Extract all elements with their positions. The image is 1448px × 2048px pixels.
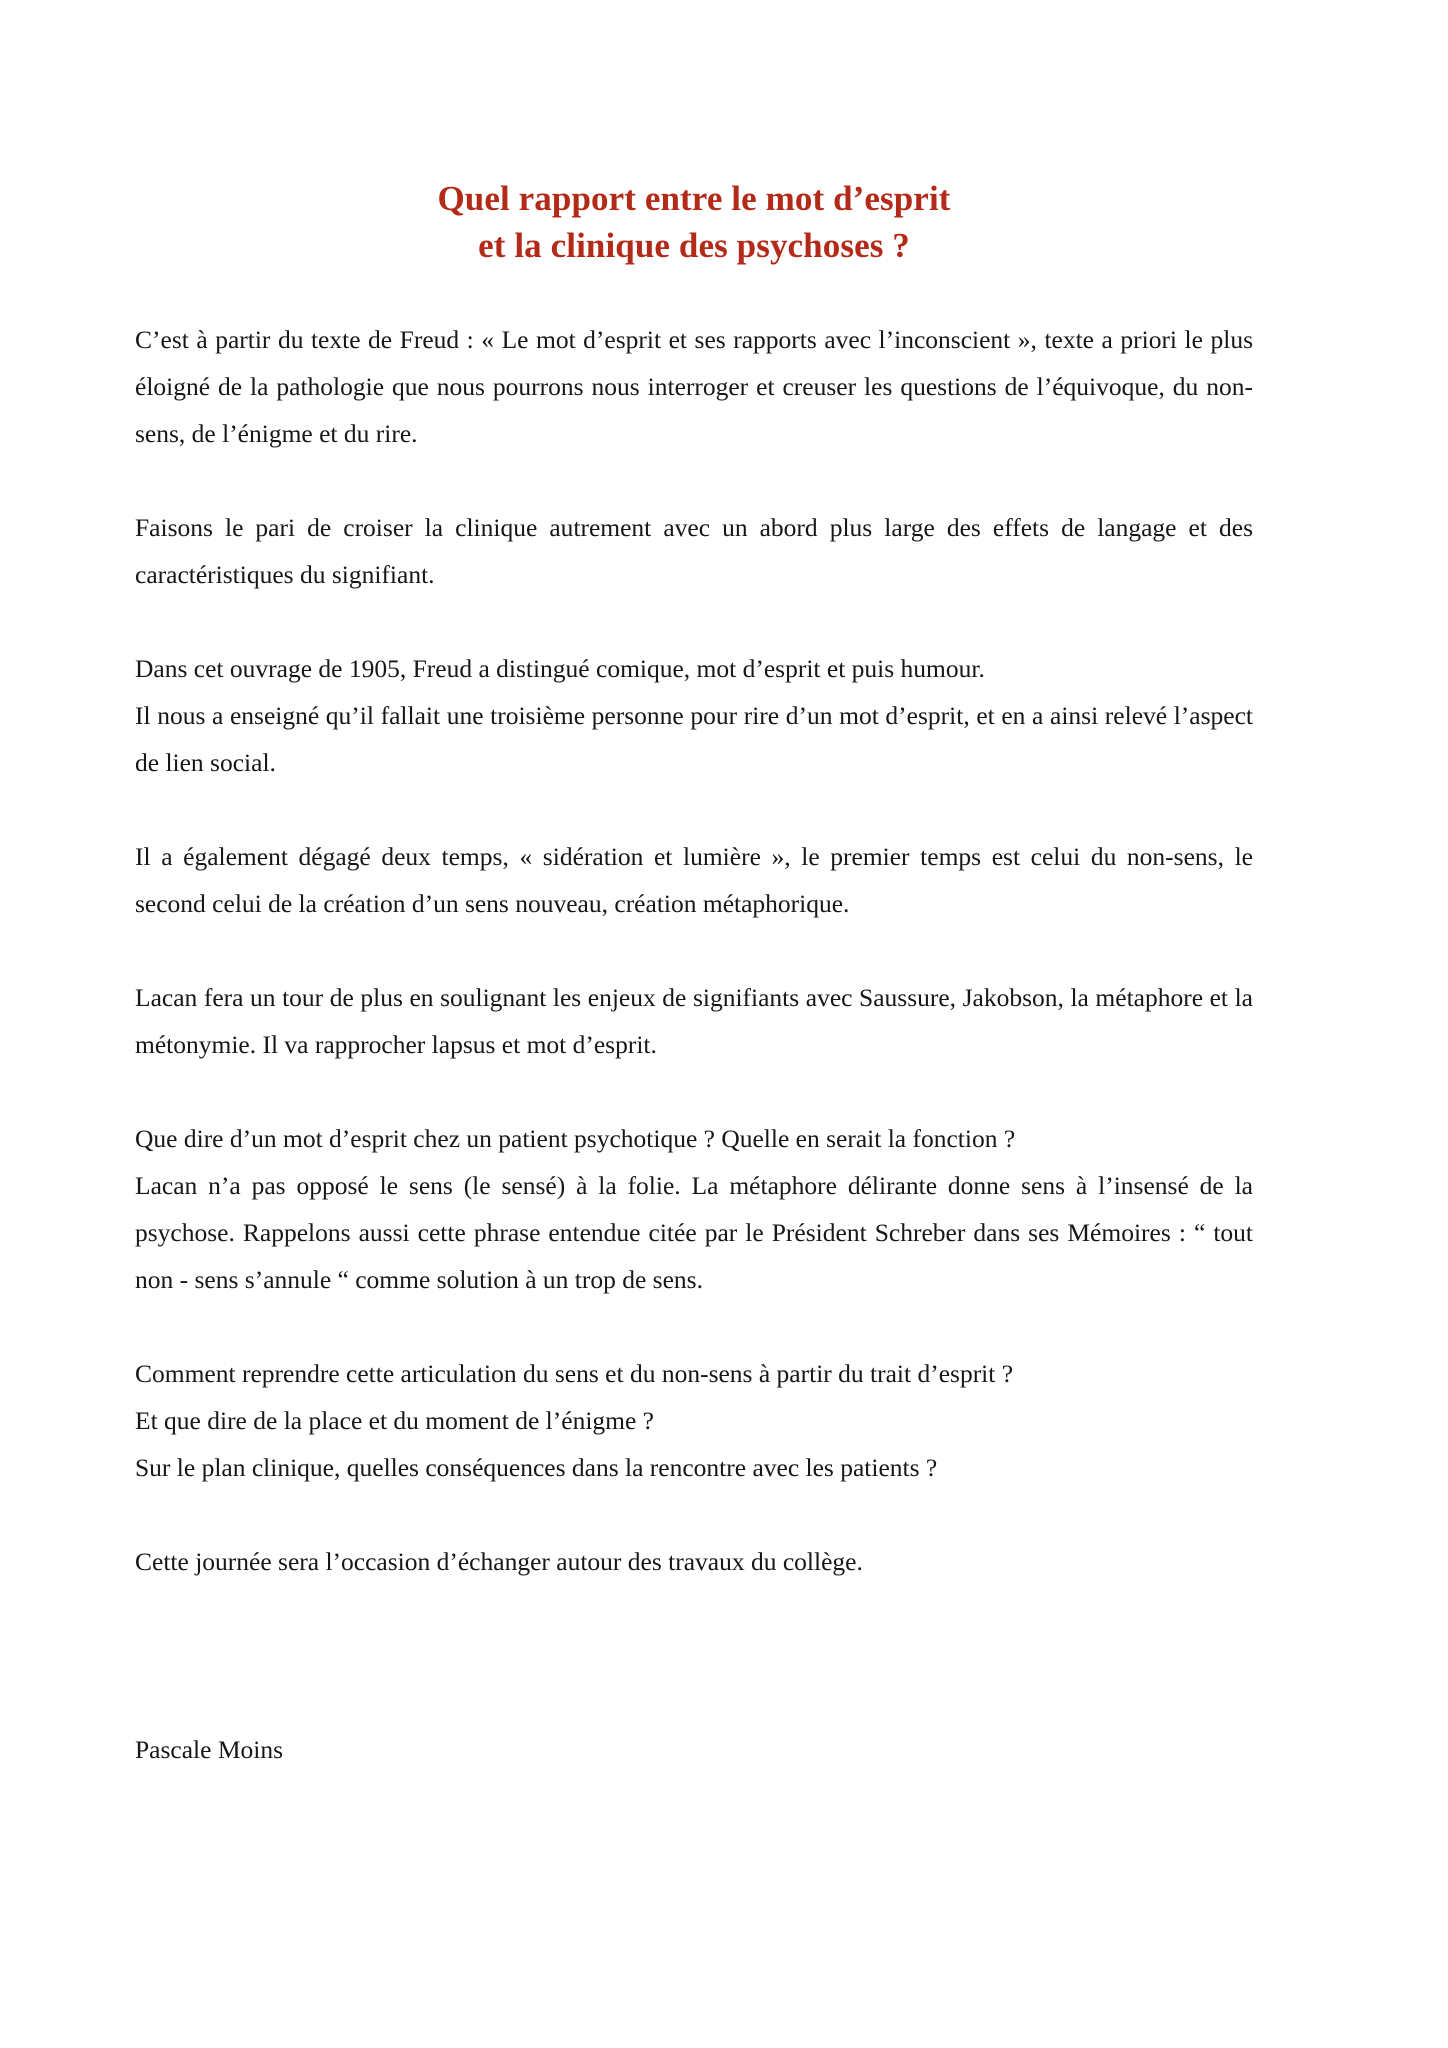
paragraph-6-line-2: Lacan n’a pas opposé le sens (le sensé) à la folie. La métaphore délirante donne sens à l’insensé de la psychose. Rappelons aussi cette phrase entendue citée par le Président Schreber dans ses Mémoires : “ tout non - sens s’annule “ comme solution à un trop de sens.	[135, 1171, 1253, 1294]
paragraph-1-line-1: C’est à partir du texte de Freud : « Le mot d’esprit et ses rapports avec l’inconscient », texte a priori le plus éloigné de la pathologie que nous pourrons nous interroger et creuser les questions de l’équivoque, du non-sens, de l’énigme et du rire.	[135, 325, 1253, 448]
paragraph-7-line-1: Comment reprendre cette articulation du sens et du non-sens à partir du trait d’esprit ?	[135, 1359, 1014, 1388]
document-body	[135, 316, 1253, 1773]
paragraph-block-5	[135, 974, 1253, 1068]
document-content	[135, 0, 1253, 1773]
paragraph-block-2	[135, 504, 1253, 598]
page-title-line-1: Quel rapport entre le mot d’esprit	[437, 179, 951, 218]
paragraph-block-4	[135, 833, 1253, 927]
paragraph-6-line-1: Que dire d’un mot d’esprit chez un patient psychotique ? Quelle en serait la fonction ?	[135, 1124, 1016, 1153]
paragraph-block-3	[135, 645, 1253, 786]
paragraph-4-line-1: Il a également dégagé deux temps, « sidération et lumière », le premier temps est celui du non-sens, le second celui de la création d’un sens nouveau, création métaphorique.	[135, 842, 1253, 918]
paragraph-5-line-1: Lacan fera un tour de plus en soulignant les enjeux de signifiants avec Saussure, Jakobson, la métaphore et la métonymie. Il va rapprocher lapsus et mot d’esprit.	[135, 983, 1253, 1059]
paragraph-2-line-1: Faisons le pari de croiser la clinique autrement avec un abord plus large des effets de langage et des caractéristiques du signifiant.	[135, 513, 1253, 589]
paragraph-8-line-1: Cette journée sera l’occasion d’échanger autour des travaux du collège.	[135, 1547, 863, 1576]
paragraph-3-line-1: Dans cet ouvrage de 1905, Freud a distingué comique, mot d’esprit et puis humour.	[135, 654, 985, 683]
paragraph-block-6	[135, 1115, 1253, 1303]
paragraph-block-7	[135, 1350, 1253, 1491]
paragraph-block-8	[135, 1538, 1253, 1585]
title-body-spacer	[135, 269, 1253, 316]
author-signature: Pascale Moins	[135, 1735, 284, 1764]
paragraph-7-line-2: Et que dire de la place et du moment de l’énigme ?	[135, 1406, 655, 1435]
page-title	[135, 0, 1253, 269]
paragraph-3-line-2: Il nous a enseigné qu’il fallait une troisième personne pour rire d’un mot d’esprit, et en a ainsi relevé l’aspect de lien social.	[135, 701, 1253, 777]
page-title-line-2: et la clinique des psychoses ?	[478, 226, 910, 265]
signature-spacer	[135, 1632, 1253, 1726]
paragraph-block-1	[135, 316, 1253, 457]
paragraph-7-line-3: Sur le plan clinique, quelles conséquences dans la rencontre avec les patients ?	[135, 1453, 938, 1482]
